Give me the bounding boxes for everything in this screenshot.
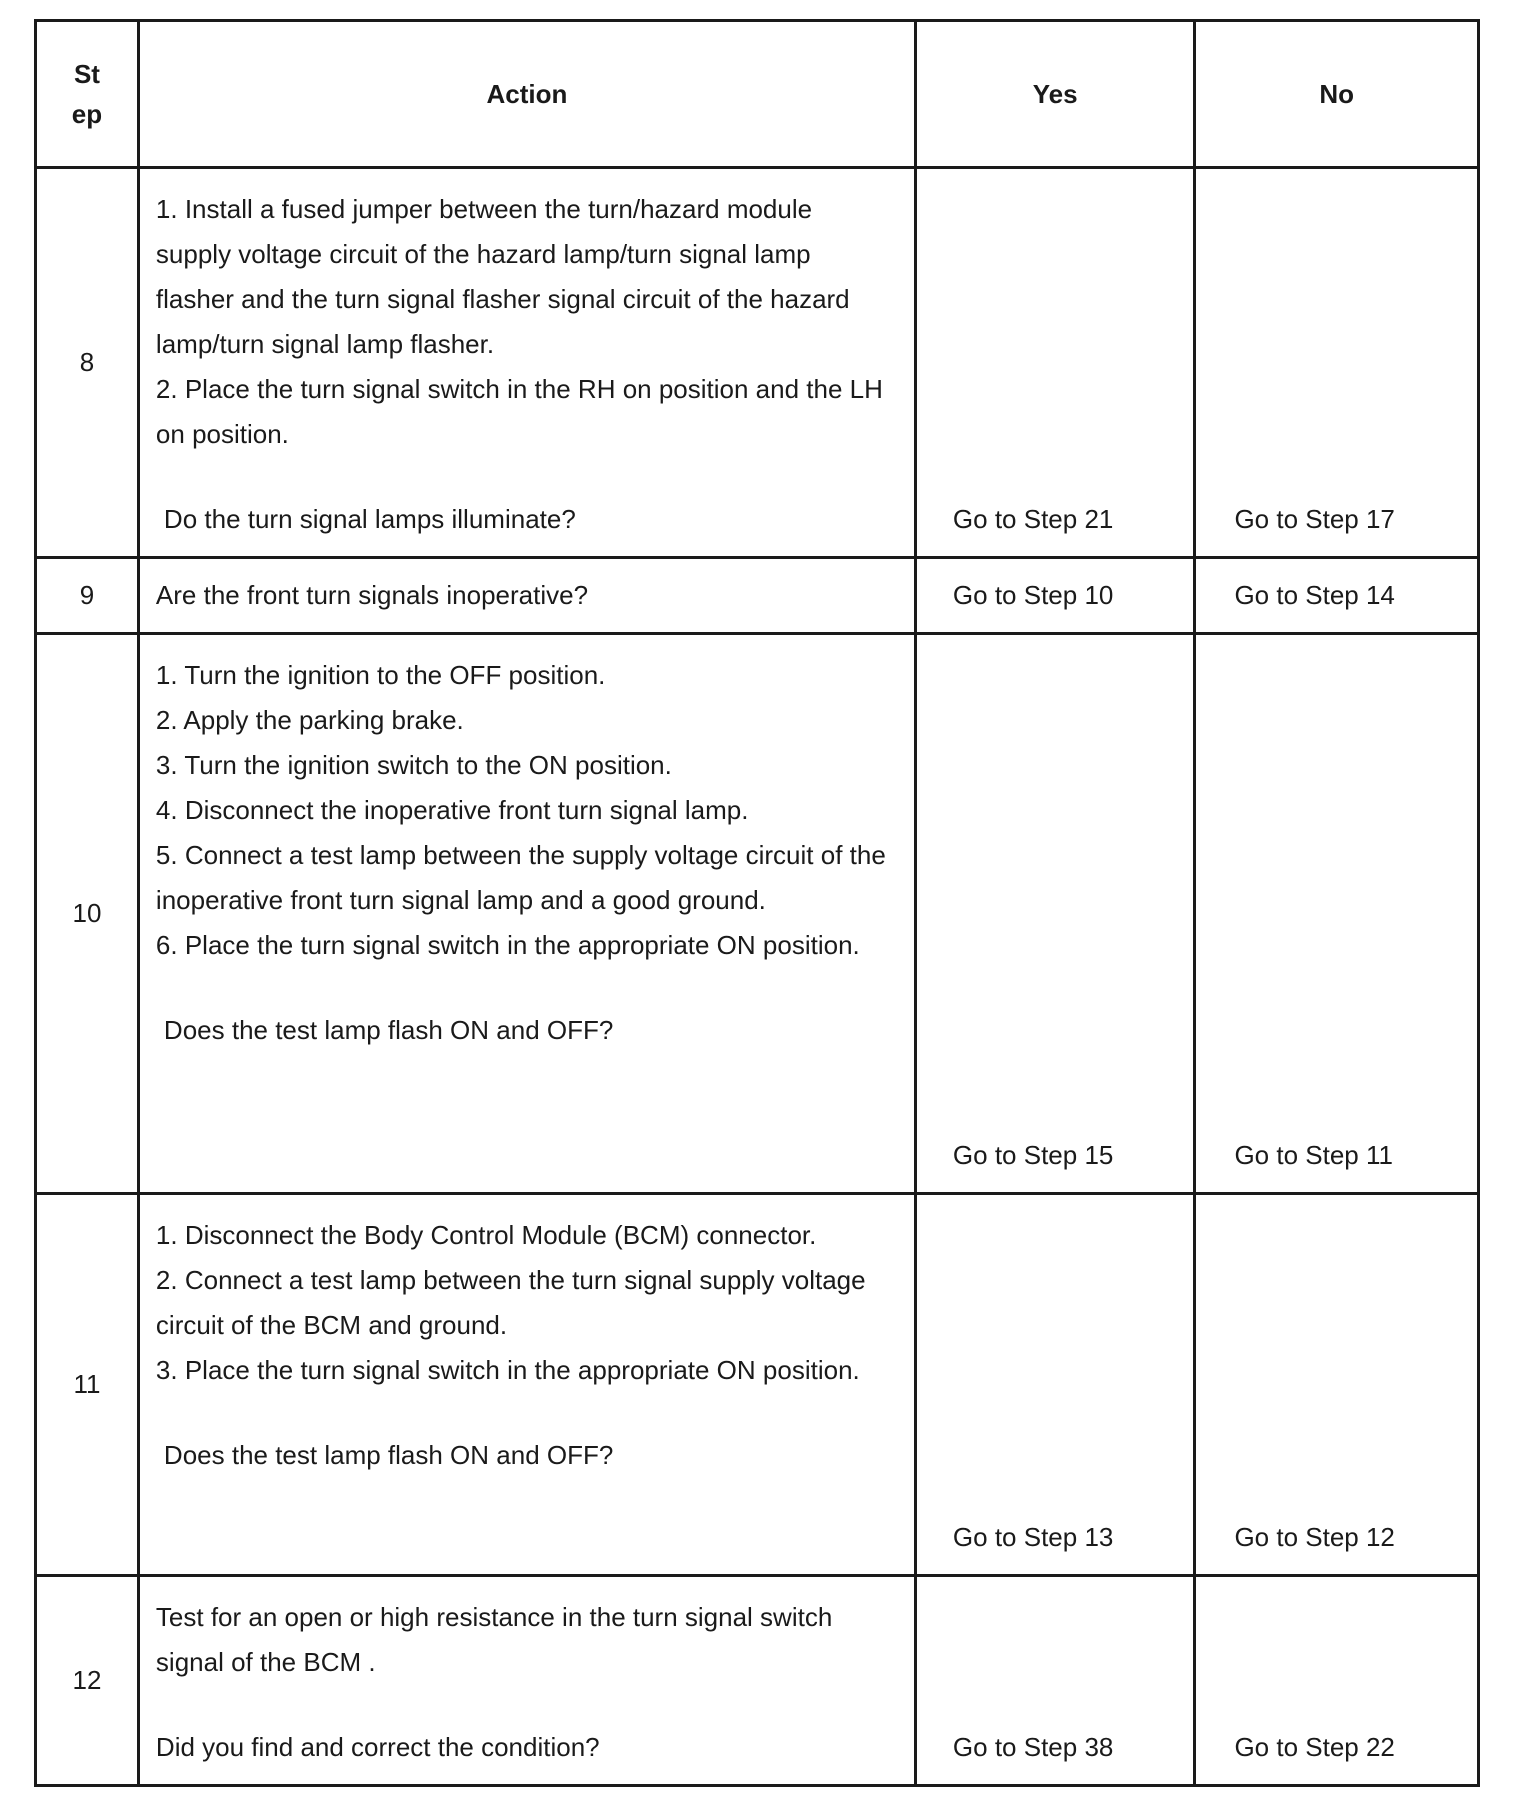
yes-cell: Go to Step 38 [915, 1576, 1195, 1786]
action-intro: Test for an open or high resistance in the turn signal switch signal of the BCM . [155, 1602, 833, 1677]
step-number: 12 [36, 1576, 139, 1786]
action-step: 2. Connect a test lamp between the turn signal supply voltage circuit of the BCM and ground. [155, 1265, 866, 1340]
action-question: Does the test lamp flash ON and OFF? [163, 1440, 614, 1470]
action-cell [138, 558, 915, 634]
action-cell [138, 1576, 915, 1786]
step-number: 8 [36, 168, 139, 558]
no-cell: Go to Step 14 [1195, 558, 1479, 634]
yes-cell: Go to Step 15 [915, 634, 1195, 1194]
yes-cell: Go to Step 13 [915, 1194, 1195, 1576]
table-row [36, 634, 1479, 1194]
action-cell [138, 168, 915, 558]
action-step: 2. Place the turn signal switch in the RH on position and the LH on position. [155, 374, 883, 449]
action-question: Did you find and correct the condition? [155, 1732, 600, 1762]
action-step: 3. Turn the ignition switch to the ON position. [155, 750, 672, 780]
action-cell [138, 1194, 915, 1576]
no-cell: Go to Step 17 [1195, 168, 1479, 558]
header-action: Action [138, 21, 915, 168]
action-question: Are the front turn signals inoperative? [155, 580, 589, 610]
table-row [36, 1194, 1479, 1576]
action-step: 4. Disconnect the inoperative front turn signal lamp. [155, 795, 749, 825]
diagnostic-table [34, 19, 1480, 1787]
action-cell [138, 634, 915, 1194]
no-cell: Go to Step 12 [1195, 1194, 1479, 1576]
action-step: 1. Disconnect the Body Control Module (BCM) connector. [155, 1220, 817, 1250]
action-step: 2. Apply the parking brake. [155, 705, 464, 735]
step-number: 9 [36, 558, 139, 634]
action-question: Do the turn signal lamps illuminate? [163, 504, 576, 534]
yes-cell: Go to Step 21 [915, 168, 1195, 558]
no-cell: Go to Step 22 [1195, 1576, 1479, 1786]
header-row [36, 21, 1479, 168]
action-step: 6. Place the turn signal switch in the appropriate ON position. [155, 930, 860, 960]
header-yes: Yes [915, 21, 1195, 168]
action-step: 3. Place the turn signal switch in the appropriate ON position. [155, 1355, 860, 1385]
table-row [36, 558, 1479, 634]
no-cell: Go to Step 11 [1195, 634, 1479, 1194]
action-step: 1. Install a fused jumper between the turn/hazard module supply voltage circuit of the hazard lamp/turn signal lamp flasher and the turn signal flasher signal circuit of the hazard lamp/turn signal lamp flasher. [155, 194, 850, 359]
table-row [36, 1576, 1479, 1786]
action-step: 5. Connect a test lamp between the supply voltage circuit of the inoperative front turn signal lamp and a good ground. [155, 840, 886, 915]
action-question: Does the test lamp flash ON and OFF? [163, 1015, 614, 1045]
action-step: 1. Turn the ignition to the OFF position. [155, 660, 606, 690]
step-number: 11 [36, 1194, 139, 1576]
step-number: 10 [36, 634, 139, 1194]
header-step: St ep [36, 21, 139, 168]
header-no: No [1195, 21, 1479, 168]
table-row [36, 168, 1479, 558]
yes-cell: Go to Step 10 [915, 558, 1195, 634]
